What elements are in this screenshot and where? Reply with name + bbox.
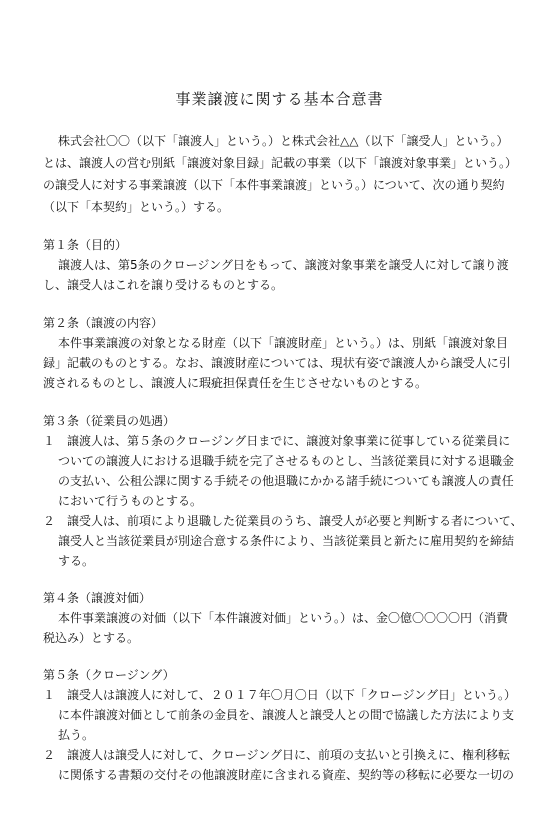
article-line: に関係する書類の交付その他譲渡財産に含まれる資産、契約等の移転に必要な一切の xyxy=(58,768,515,782)
article-line: に本件譲渡対価として前条の金員を、譲渡人と譲受人との間で協議した方法により支 xyxy=(58,708,515,722)
article-line: １ 譲渡人は、第５条のクロージング日までに、譲渡対象事業に従事している従業員に xyxy=(43,434,511,448)
article-heading: 第１条（目的） xyxy=(43,238,128,252)
article-line: 渡されるものとし、譲渡人に瑕疵担保責任を生じさせないものとする。 xyxy=(43,376,428,390)
preamble-line: （以下「本契約」という。）する。 xyxy=(43,200,230,214)
preamble-line: 株式会社〇〇（以下「譲渡人」という。）と株式会社△△（以下「譲受人」という。） xyxy=(58,134,509,148)
article-line: 本件事業譲渡の対価（以下「本件譲渡対価」という。）は、金〇億〇〇〇〇円（消費 xyxy=(58,611,509,625)
article-line: し、譲受人はこれを譲り受けるものとする。 xyxy=(43,278,284,292)
article-line: の支払い、公租公課に関する手続その他退職にかかる諸手続についても譲渡人の責任 xyxy=(58,474,514,488)
preamble-line: とは、譲渡人の営む別紙「譲渡対象目録」記載の事業（以下「譲渡対象事業」という。） xyxy=(43,156,518,170)
article-heading: 第５条（クロージング） xyxy=(43,668,175,682)
article-heading: 第３条（従業員の処遇） xyxy=(43,414,176,428)
article-line: １ 譲受人は譲渡人に対して、２０１７年〇月〇日（以下「クロージング日」という。） xyxy=(43,688,516,702)
article-line: 税込み）とする。 xyxy=(43,631,140,645)
article-heading: 第４条（譲渡対価） xyxy=(43,591,152,605)
document-title: 事業譲渡に関する基本合意書 xyxy=(175,90,384,108)
article-line: する。 xyxy=(58,554,95,568)
article-line: 譲受人と当該従業員が別途合意する条件により、当該従業員と新たに雇用契約を締結 xyxy=(58,534,515,548)
article-heading: 第２条（譲渡の内容） xyxy=(43,316,164,330)
preamble-line: の譲受人に対する事業譲渡（以下「本件事業譲渡」という。）について、次の通り契約 xyxy=(43,178,505,192)
article-line: において行うものとする。 xyxy=(58,494,203,508)
article-line: ついての譲渡人における退職手続を完了させるものとし、当該従業員に対する退職金 xyxy=(58,454,515,468)
article-line: 録」記載のものとする。なお、譲渡財産については、現状有姿で譲渡人から譲受人に引 xyxy=(43,356,511,370)
article-line: 本件事業譲渡の対象となる財産（以下「譲渡財産」という。）は、別紙「譲渡対象目 xyxy=(58,336,509,350)
article-line: 払う。 xyxy=(58,728,95,742)
article-line: ２ 譲受人は、前項により退職した従業員のうち、譲受人が必要と判断する者について、 xyxy=(43,514,523,528)
article-line: ２ 譲渡人は譲受人に対して、クロージング日に、前項の支払いと引換えに、権利移転 xyxy=(43,748,510,762)
article-line: 譲渡人は、第5条のクロージング日をもって、譲渡対象事業を譲受人に対して譲り渡 xyxy=(58,258,509,272)
